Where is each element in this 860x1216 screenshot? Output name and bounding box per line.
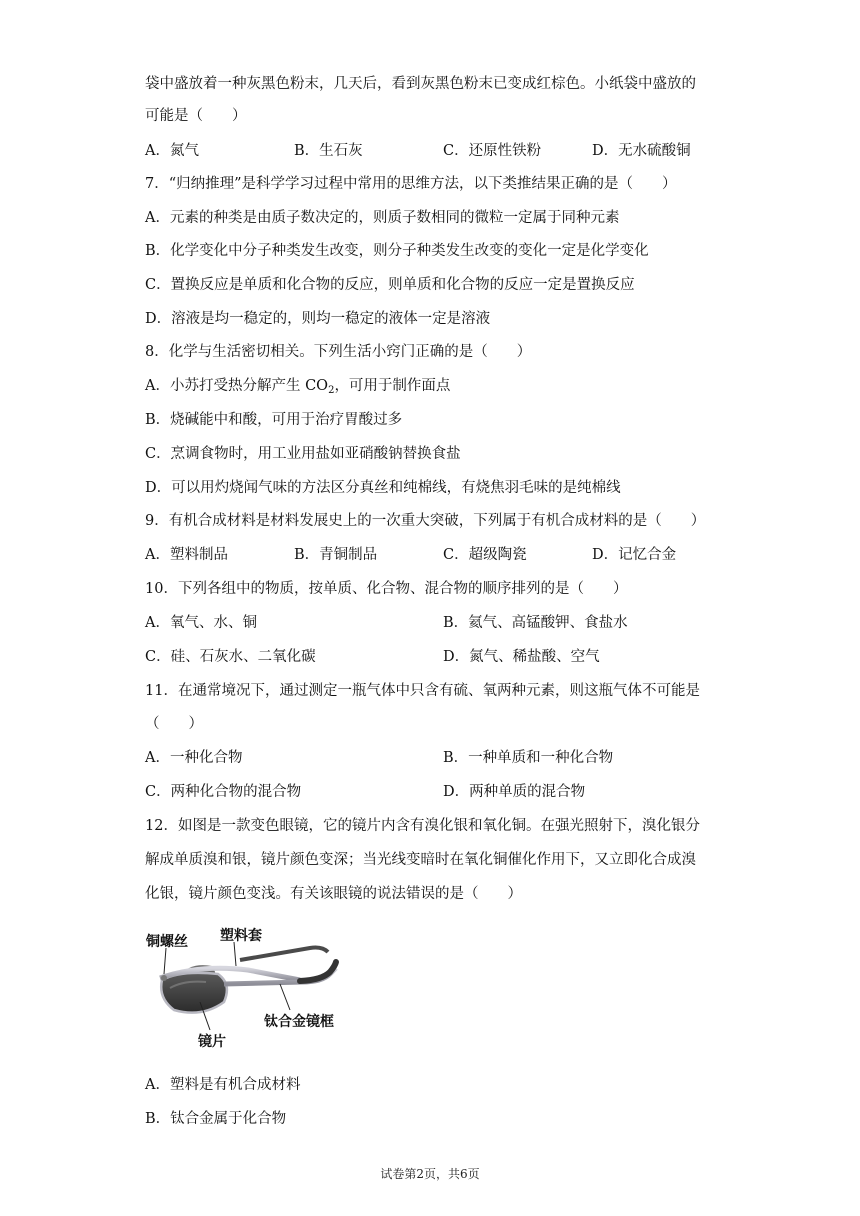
q11-option-c: C．两种化合物的混合物 bbox=[145, 784, 302, 800]
q10-option-a: A．氧气、水、铜 bbox=[145, 615, 257, 631]
q12-text-line1: 12．如图是一款变色眼镜，它的镜片内含有溴化银和氧化铜。在强光照射下，溴化银分 bbox=[145, 818, 700, 834]
q9-option-a: A．塑料制品 bbox=[145, 547, 228, 563]
label-lens: 镜片 bbox=[198, 1034, 226, 1050]
q7-option-a: A．元素的种类是由质子数决定的，则质子数相同的微粒一定属于同种元素 bbox=[145, 210, 620, 226]
q11-text-line2: （ ） bbox=[145, 716, 203, 732]
q10-stem: 10．下列各组中的物质，按单质、化合物、混合物的顺序排列的是（ ） bbox=[145, 581, 628, 597]
q8-option-a bbox=[145, 376, 450, 396]
q8-option-b: B．烧碱能中和酸，可用于治疗胃酸过多 bbox=[145, 412, 403, 428]
q11-option-b: B．一种单质和一种化合物 bbox=[443, 750, 614, 766]
q11-text-line1: 11．在通常境况下，通过测定一瓶气体中只含有硫、氧两种元素，则这瓶气体不可能是 bbox=[145, 683, 700, 699]
plastic-sleeve bbox=[300, 962, 336, 981]
q12-option-b: B．钛合金属于化合物 bbox=[145, 1111, 287, 1127]
label-copper-screw: 铜螺丝 bbox=[146, 934, 188, 950]
q8-option-d: D．可以用灼烧闻气味的方法区分真丝和纯棉线，有烧焦羽毛味的是纯棉线 bbox=[145, 480, 621, 496]
q6-text-line1: 袋中盛放着一种灰黑色粉末，几天后，看到灰黑色粉末已变成红棕色。小纸袋中盛放的 bbox=[145, 76, 696, 92]
q12-text-line2: 解成单质溴和银，镜片颜色变深；当光线变暗时在氧化铜催化作用下，又立即化合成溴 bbox=[145, 852, 696, 868]
q9-option-c: C．超级陶瓷 bbox=[443, 547, 527, 563]
glasses-figure bbox=[140, 918, 370, 1058]
q8-option-a-post: ，可用于制作面点 bbox=[334, 378, 451, 394]
q6-option-b: B．生石灰 bbox=[294, 143, 363, 159]
label-titanium-frame: 钛合金镜框 bbox=[264, 1014, 334, 1030]
q8-stem: 8．化学与生活密切相关。下列生活小窍门正确的是（ ） bbox=[145, 344, 532, 360]
q7-stem: 7．“归纳推理”是科学学习过程中常用的思维方法，以下类推结果正确的是（ ） bbox=[145, 176, 677, 192]
q7-option-c: C．置换反应是单质和化合物的反应，则单质和化合物的反应一定是置换反应 bbox=[145, 277, 635, 293]
q8-option-c: C．烹调食物时，用工业用盐如亚硝酸钠替换食盐 bbox=[145, 446, 461, 462]
q6-text-line2: 可能是（ ） bbox=[145, 108, 247, 124]
q8-option-a-pre: A．小苏打受热分解产生 CO bbox=[145, 378, 329, 394]
q9-option-b: B．青铜制品 bbox=[294, 547, 378, 563]
q12-option-a: A．塑料是有机合成材料 bbox=[145, 1077, 301, 1093]
q10-option-b: B．氦气、高锰酸钾、食盐水 bbox=[443, 615, 628, 631]
q12-text-line3: 化银，镜片颜色变浅。有关该眼镜的说法错误的是（ ） bbox=[145, 886, 522, 902]
far-temple bbox=[240, 948, 328, 961]
page-footer: 试卷第2页，共6页 bbox=[380, 1167, 480, 1181]
q6-option-d: D．无水硫酸铜 bbox=[592, 143, 691, 159]
q6-option-a: A．氮气 bbox=[145, 143, 199, 159]
q10-option-d: D．氮气、稀盐酸、空气 bbox=[443, 649, 600, 665]
q8-option-a-subscript: 2 bbox=[328, 385, 335, 396]
near-lens bbox=[161, 973, 227, 1013]
q7-option-d: D．溶液是均一稳定的，则均一稳定的液体一定是溶液 bbox=[145, 311, 491, 327]
q11-option-a: A．一种化合物 bbox=[145, 750, 243, 766]
label-plastic-sleeve: 塑料套 bbox=[220, 928, 262, 944]
q9-option-d: D．记忆合金 bbox=[592, 547, 677, 563]
q6-option-c: C．还原性铁粉 bbox=[443, 143, 542, 159]
q10-option-c: C．硅、石灰水、二氧化碳 bbox=[145, 649, 316, 665]
q9-stem: 9．有机合成材料是材料发展史上的一次重大突破，下列属于有机合成材料的是（ ） bbox=[145, 513, 706, 529]
q7-option-b: B．化学变化中分子种类发生改变，则分子种类发生改变的变化一定是化学变化 bbox=[145, 243, 649, 259]
copper-screw bbox=[161, 975, 167, 981]
q11-option-d: D．两种单质的混合物 bbox=[443, 784, 586, 800]
